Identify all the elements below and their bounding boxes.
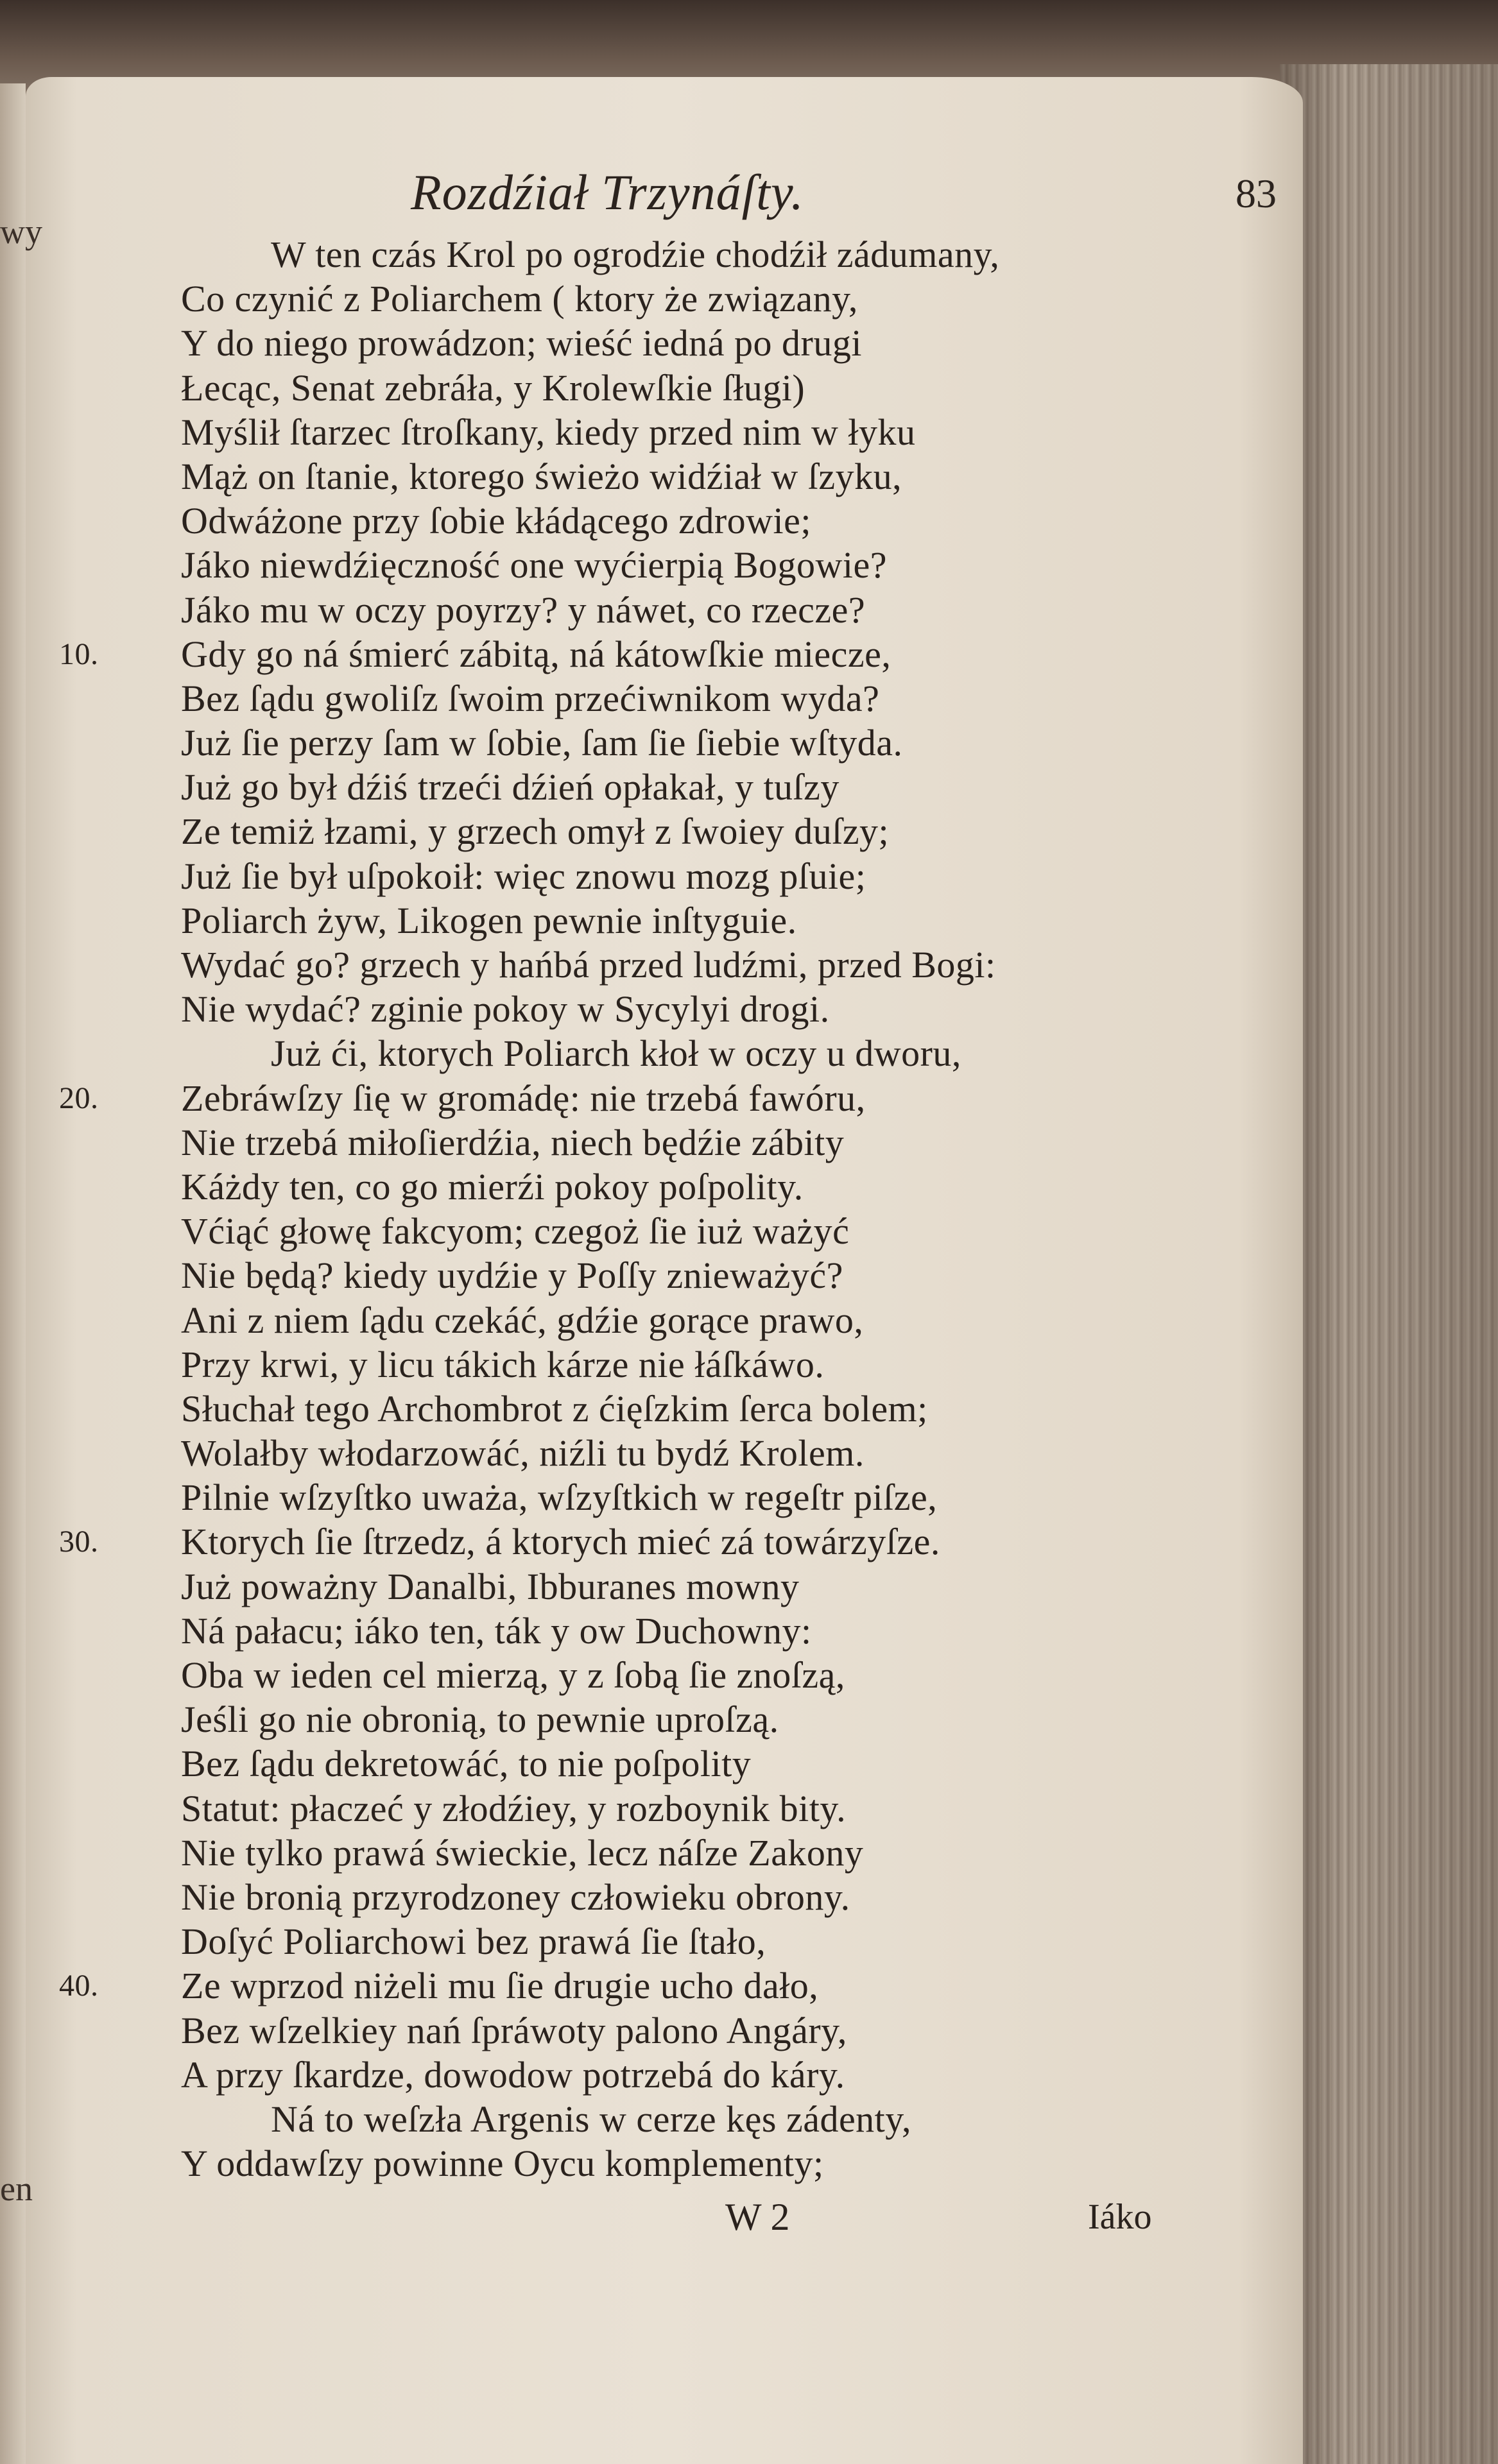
verse-line-text: Co czynić z Poliarchem ( ktory że związany, (181, 278, 858, 320)
verse-line-text: Nie bronią przyrodzoney człowieku obrony. (181, 1876, 850, 1918)
verse-line (181, 499, 1304, 543)
verse-line (181, 366, 1304, 410)
verse-line-text: Ná to weſzła Argenis w cerze kęs zádenty, (271, 2098, 912, 2140)
verse-line (181, 721, 1304, 765)
verse-line (181, 943, 1304, 987)
verse-line-text: Ná pałacu; iáko ten, ták y ow Duchowny: (181, 1609, 812, 1652)
verse-line-text: Wydać go? grzech y hańbá przed ludźmi, przed Bogi: (181, 944, 996, 986)
line-number: 40. (59, 1969, 99, 2003)
verse-line-text: A przy ſkardze, dowodow potrzebá do káry. (181, 2053, 845, 2096)
verse-line-text: Ze wprzod niżeli mu ſie drugie ucho dało, (181, 1965, 819, 2007)
verse-line (181, 232, 1304, 277)
verse-line (181, 1564, 1304, 1609)
verse-line (181, 1475, 1304, 1519)
verse-line-text: Myślił ſtarzec ſtroſkany, kiedy przed nim w łyku (181, 411, 916, 453)
verse-line (181, 1741, 1304, 1786)
verse-line-text: Statut: płaczeć y złodźiey, y rozboynik bity. (181, 1787, 847, 1829)
verse-line (181, 2097, 1304, 2141)
verse-line-text: Zebráwſzy ſię w gromádę: nie trzebá fawóru, (181, 1077, 866, 1119)
verse-line (181, 1209, 1304, 1253)
verse-line-text: Y do niego prowádzon; wieść iedná po drugi (181, 322, 862, 364)
verse-line-text: Pilnie wſzyſtko uważa, wſzyſtkich w regeſtr piſze, (181, 1476, 938, 1519)
verse-line (181, 543, 1304, 587)
verse-line-text: Słuchał tego Archombrot z ćięſzkim ſerca bolem; (181, 1387, 928, 1430)
verse-line (181, 1342, 1304, 1387)
previous-page-fragment: en (0, 2169, 33, 2208)
verse-line (59, 1076, 1304, 1120)
verse-line-text: Jáko mu w oczy poyrzy? y náwet, co rzecze? (181, 588, 866, 631)
verse-line-text: Oba w ieden cel mierzą, y z ſobą ſie znoſzą, (181, 1654, 845, 1696)
verse-line (181, 676, 1304, 721)
verse-line (181, 1831, 1304, 1875)
verse-line-text: Poliarch żyw, Likogen pewnie inſtyguie. (181, 899, 797, 941)
verse-line (181, 2008, 1304, 2053)
verse-line (181, 1298, 1304, 1342)
verse-line-text: Y oddawſzy powinne Oycu komplementy; (181, 2143, 824, 2185)
verse-line-text: W ten czás Krol po ogrodźie chodźił zádumany, (271, 234, 1000, 275)
signature-mark: W 2 (725, 2196, 790, 2238)
verse-line-text: Gdy go ná śmierć zábitą, ná kátowſkie miecze, (181, 633, 891, 675)
verse-line (181, 1120, 1304, 1165)
verse-line-text: Nie tylko prawá świeckie, lecz náſze Zakony (181, 1831, 864, 1874)
verse-line-text: Jáko niewdźięczność one wyćierpią Bogowie? (181, 544, 888, 586)
verse-line (181, 1031, 1304, 1075)
chapter-title: Rozdźiał Trzynáſty. (411, 164, 804, 220)
verse-line (181, 2141, 1304, 2186)
verse-line (181, 1431, 1304, 1475)
verse-line-text: Káżdy ten, co go mierźi pokoy poſpolity. (181, 1165, 804, 1208)
page-number: 83 (1235, 171, 1277, 216)
verse-line (181, 765, 1304, 809)
verse-line-text: Już go był dźiś trzeći dźień opłakał, y tuſzy (181, 766, 839, 809)
verse-line (181, 898, 1304, 943)
verse-line-text: Mąż on ſtanie, ktorego świeżo widźiał w ſzyku, (181, 455, 902, 497)
verse-line (181, 454, 1304, 499)
verse-line-text: Nie wydać? zginie pokoy w Sycylyi drogi. (181, 988, 830, 1031)
line-number: 30. (59, 1525, 99, 1559)
verse-line (181, 588, 1304, 632)
verse-line (181, 809, 1304, 853)
verse-line (181, 1609, 1304, 1653)
verse-line (181, 854, 1304, 898)
verse-line-text: Ani z niem ſądu czekáć, gdźie gorące prawo, (181, 1299, 864, 1341)
verse-line (181, 1653, 1304, 1697)
verse-line (181, 410, 1304, 454)
verse-line-text: Vćiąć głowę fakcyom; czegoż ſie iuż ważyć (181, 1210, 850, 1253)
verse-line (181, 1387, 1304, 1431)
catchword: Iáko (1088, 2197, 1152, 2237)
line-number: 10. (59, 637, 99, 671)
verse-line-text: Już poważny Danalbi, Ibburanes mowny (181, 1565, 800, 1607)
verse-line (181, 1919, 1304, 1964)
verse-line-text: Bez ſądu gwoliſz ſwoim przećiwnikom wyda? (181, 677, 880, 719)
verse-line (181, 1875, 1304, 1919)
verse-line-text: Przy krwi, y licu tákich kárze nie łáſkáwo. (181, 1343, 825, 1385)
line-number: 20. (59, 1081, 99, 1115)
verse-line-text: Wolałby włodarzowáć, niźli tu bydź Krolem. (181, 1432, 865, 1475)
verse-line (181, 1253, 1304, 1297)
verse-line (59, 1964, 1304, 2008)
verse-line (59, 1519, 1304, 1564)
verse-line-text: Odwáżone przy ſobie kłádącego zdrowie; (181, 500, 812, 542)
verse-line (181, 987, 1304, 1031)
verse-line-text: Ktorych ſie ſtrzedz, á ktorych mieć zá towárzyſze. (181, 1521, 940, 1563)
verse-line-text: Już ſie perzy ſam w ſobie, ſam ſie ſiebie wſtyda. (181, 722, 903, 764)
verse-line-text: Już ći, ktorych Poliarch kłoł w oczy u dworu, (271, 1032, 961, 1075)
verse-line (59, 632, 1304, 676)
verse-text (59, 232, 1304, 2186)
verse-line (181, 277, 1304, 321)
verse-line-text: Nie będą? kiedy uydźie y Poſſy znieważyć? (181, 1254, 843, 1297)
verse-line-text: Nie trzebá miłoſierdźia, niech będźie zábity (181, 1121, 845, 1163)
verse-line (181, 321, 1304, 365)
verse-line (181, 1786, 1304, 1831)
previous-page-sliver (0, 83, 26, 2464)
page-edges-shadow (1280, 64, 1498, 2464)
verse-line (181, 1697, 1304, 1741)
verse-line-text: Bez ſądu dekretowáć, to nie poſpolity (181, 1743, 752, 1785)
verse-line (181, 2053, 1304, 2097)
verse-line-text: Już ſie był uſpokoił: więc znowu mozg pſuie; (181, 855, 866, 897)
verse-line-text: Bez wſzelkiey nań ſpráwoty palono Angáry, (181, 2009, 847, 2051)
verse-line (181, 1165, 1304, 1209)
verse-line-text: Doſyć Poliarchowi bez prawá ſie ſtało, (181, 1921, 766, 1963)
verse-line-text: Ze temiż łzami, y grzech omył z ſwoiey duſzy; (181, 810, 890, 853)
verse-line-text: Jeśli go nie obronią, to pewnie uproſzą. (181, 1698, 779, 1741)
previous-page-fragment: wy (0, 212, 42, 251)
verse-line-text: Łecąc, Senat zebráła, y Krolewſkie ſługi) (181, 366, 805, 409)
